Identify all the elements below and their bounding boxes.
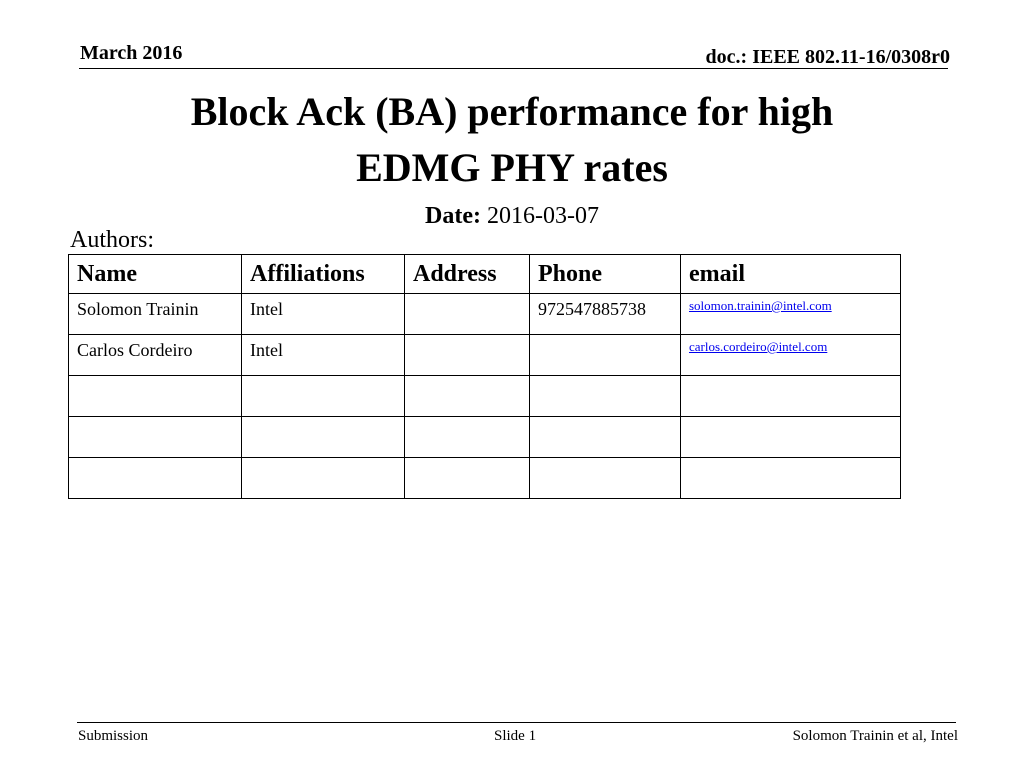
author-email-cell xyxy=(681,294,901,335)
header-date: March 2016 xyxy=(80,42,183,64)
footer-slide-number: Slide 1 xyxy=(494,728,537,744)
table-row xyxy=(69,335,901,376)
column-header-address: Address xyxy=(405,255,530,294)
table-row xyxy=(69,376,901,417)
author-affiliation: Intel xyxy=(242,335,405,376)
author-name xyxy=(69,458,242,499)
footer-submission: Submission xyxy=(78,728,149,744)
author-address xyxy=(405,294,530,335)
author-phone xyxy=(530,417,681,458)
column-header-phone: Phone xyxy=(530,255,681,294)
column-header-name: Name xyxy=(69,255,242,294)
author-phone xyxy=(530,376,681,417)
table-row xyxy=(69,294,901,335)
date-label: Date: xyxy=(425,203,481,229)
footer-authors: Solomon Trainin et al, Intel xyxy=(792,728,958,744)
authors-label: Authors: xyxy=(70,227,154,253)
author-email-cell xyxy=(681,335,901,376)
author-affiliation: Intel xyxy=(242,294,405,335)
author-name: Carlos Cordeiro xyxy=(69,335,242,376)
author-phone xyxy=(530,335,681,376)
slide-title xyxy=(0,84,1024,196)
author-phone xyxy=(530,458,681,499)
header-divider xyxy=(79,68,948,69)
author-address xyxy=(405,417,530,458)
column-header-affiliations: Affiliations xyxy=(242,255,405,294)
slide-title-line-2: EDMG PHY rates xyxy=(356,145,668,190)
author-email-link[interactable]: carlos.cordeiro@intel.com xyxy=(689,339,828,354)
author-phone: 972547885738 xyxy=(530,294,681,335)
column-header-email: email xyxy=(681,255,901,294)
table-header-row xyxy=(69,255,901,294)
author-email-cell xyxy=(681,376,901,417)
author-address xyxy=(405,458,530,499)
table-row xyxy=(69,458,901,499)
author-affiliation xyxy=(242,376,405,417)
date-value: 2016-03-07 xyxy=(486,203,599,229)
authors-table xyxy=(68,254,901,499)
author-name: Solomon Trainin xyxy=(69,294,242,335)
author-affiliation xyxy=(242,458,405,499)
author-email-link[interactable]: solomon.trainin@intel.com xyxy=(689,298,832,313)
author-address xyxy=(405,335,530,376)
author-affiliation xyxy=(242,417,405,458)
table-row xyxy=(69,417,901,458)
author-email-cell xyxy=(681,458,901,499)
footer-divider xyxy=(77,722,956,723)
author-name xyxy=(69,417,242,458)
slide-date xyxy=(0,203,1024,230)
author-name xyxy=(69,376,242,417)
slide-title-line-1: Block Ack (BA) performance for high xyxy=(190,89,834,134)
author-address xyxy=(405,376,530,417)
header-doc-id: doc.: IEEE 802.11-16/0308r0 xyxy=(705,46,950,68)
author-email-cell xyxy=(681,417,901,458)
